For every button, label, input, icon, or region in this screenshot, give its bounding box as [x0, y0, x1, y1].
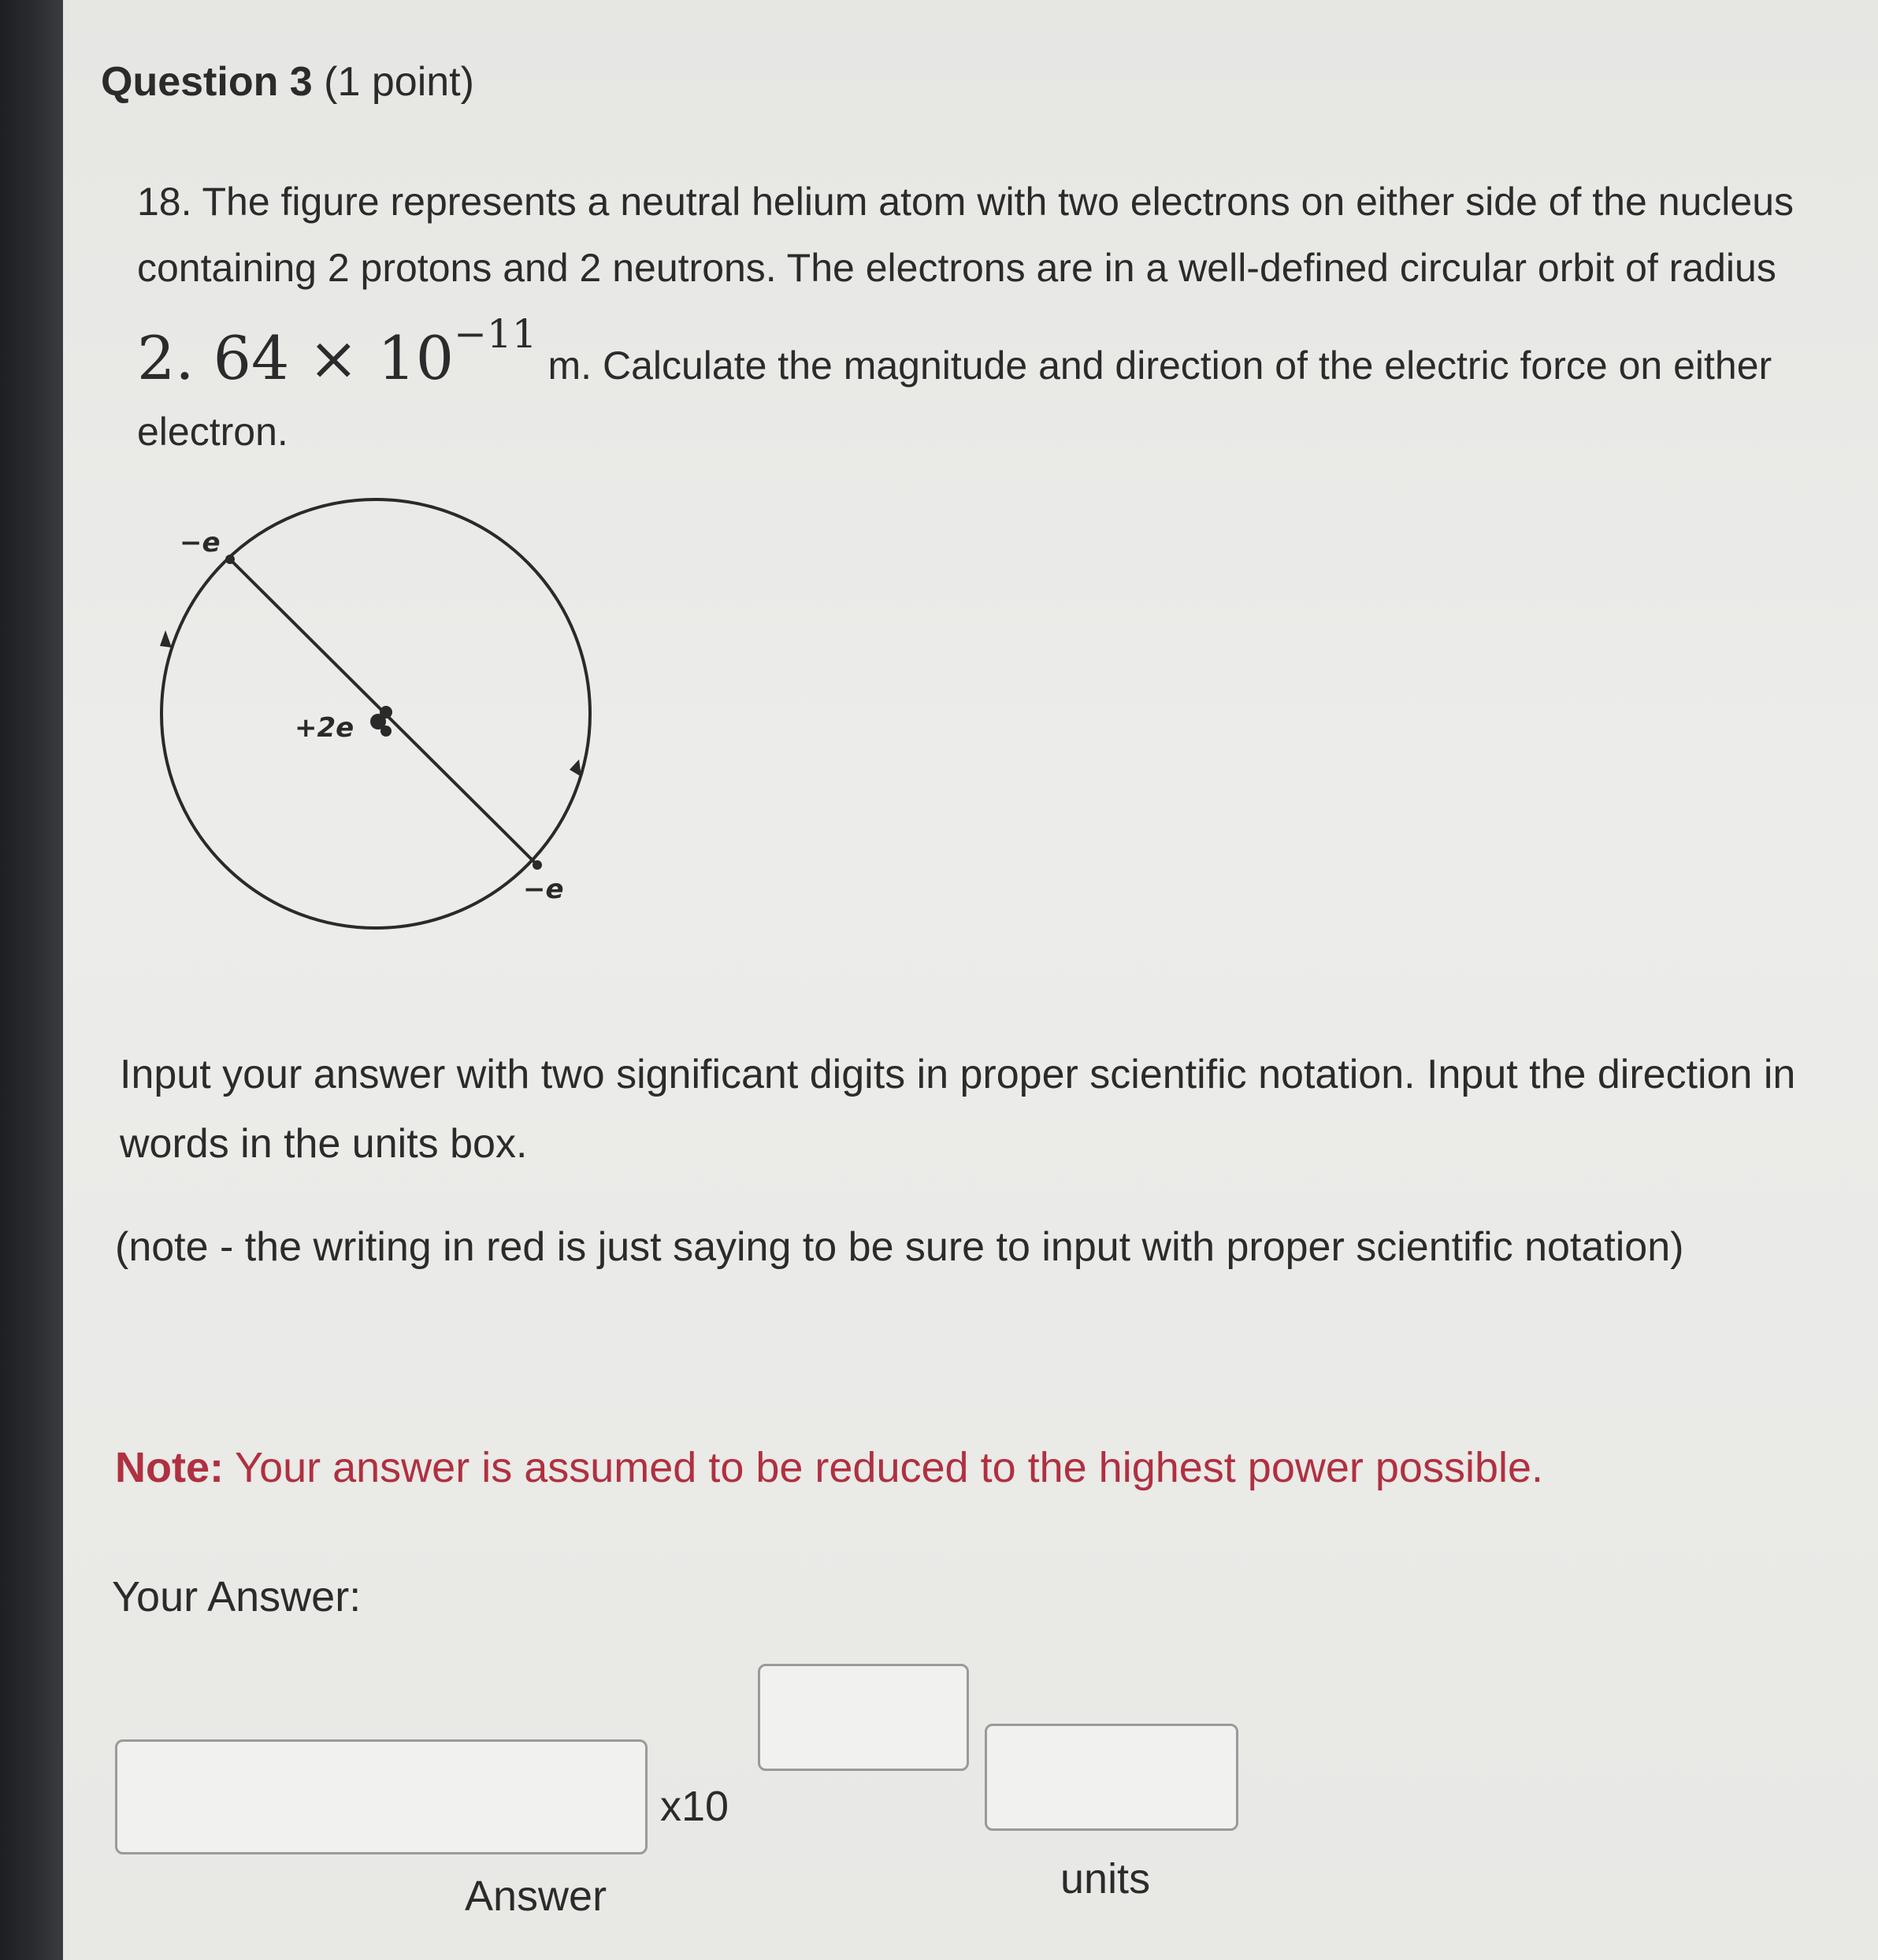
nucleus-label: +2e — [295, 712, 354, 744]
electron-top — [225, 555, 235, 564]
orbit-direction-arrow-icon — [570, 759, 581, 777]
question-points: (1 point) — [324, 59, 474, 105]
electron-top-label: −e — [180, 527, 221, 559]
note-text: Your answer is assumed to be reduced to the highest power possible. — [223, 1444, 1544, 1491]
exponent-input[interactable] — [758, 1664, 969, 1771]
nucleus-particle — [380, 706, 392, 718]
helium-atom-figure — [150, 481, 622, 953]
screen-bezel — [0, 0, 63, 1960]
scientific-notation-note — [115, 1443, 1543, 1492]
electron-bottom — [533, 860, 542, 870]
question-number: Question 3 — [101, 59, 313, 105]
answer-field-label: Answer — [465, 1873, 607, 1920]
electron-bottom-label: −e — [523, 874, 564, 905]
problem-text-before: 18. The figure represents a neutral helium atom with two electrons on either side of the nucleus containing 2 protons and 2 neutrons. The electrons are in a well-defined circular orbit of radius — [137, 180, 1794, 290]
answer-instructions: Input your answer with two significant digits in proper scientific notation. Input the direction in words in the units box. — [120, 1052, 1796, 1167]
problem-statement — [137, 169, 1807, 465]
answer-input[interactable] — [115, 1739, 648, 1854]
question-title — [101, 58, 474, 106]
units-input[interactable] — [985, 1724, 1238, 1831]
times-ten-label: x10 — [660, 1783, 729, 1830]
nucleus-particle — [380, 726, 392, 737]
parenthetical-note: (note - the writing in red is just saying to be sure to input with proper scientific notation) — [115, 1224, 1684, 1270]
orbit-direction-arrow-icon — [160, 630, 172, 648]
radius-value: 2. 64 × 10 — [137, 323, 455, 393]
your-answer-heading: Your Answer: — [112, 1573, 362, 1620]
electron-orbit — [161, 499, 590, 928]
note-label: Note: — [115, 1444, 224, 1491]
radius-exponent: −11 — [454, 311, 537, 357]
units-field-label: units — [1060, 1855, 1151, 1902]
problem-text-after: m. Calculate the magnitude and direction of the electric force on either electron. — [137, 343, 1772, 454]
